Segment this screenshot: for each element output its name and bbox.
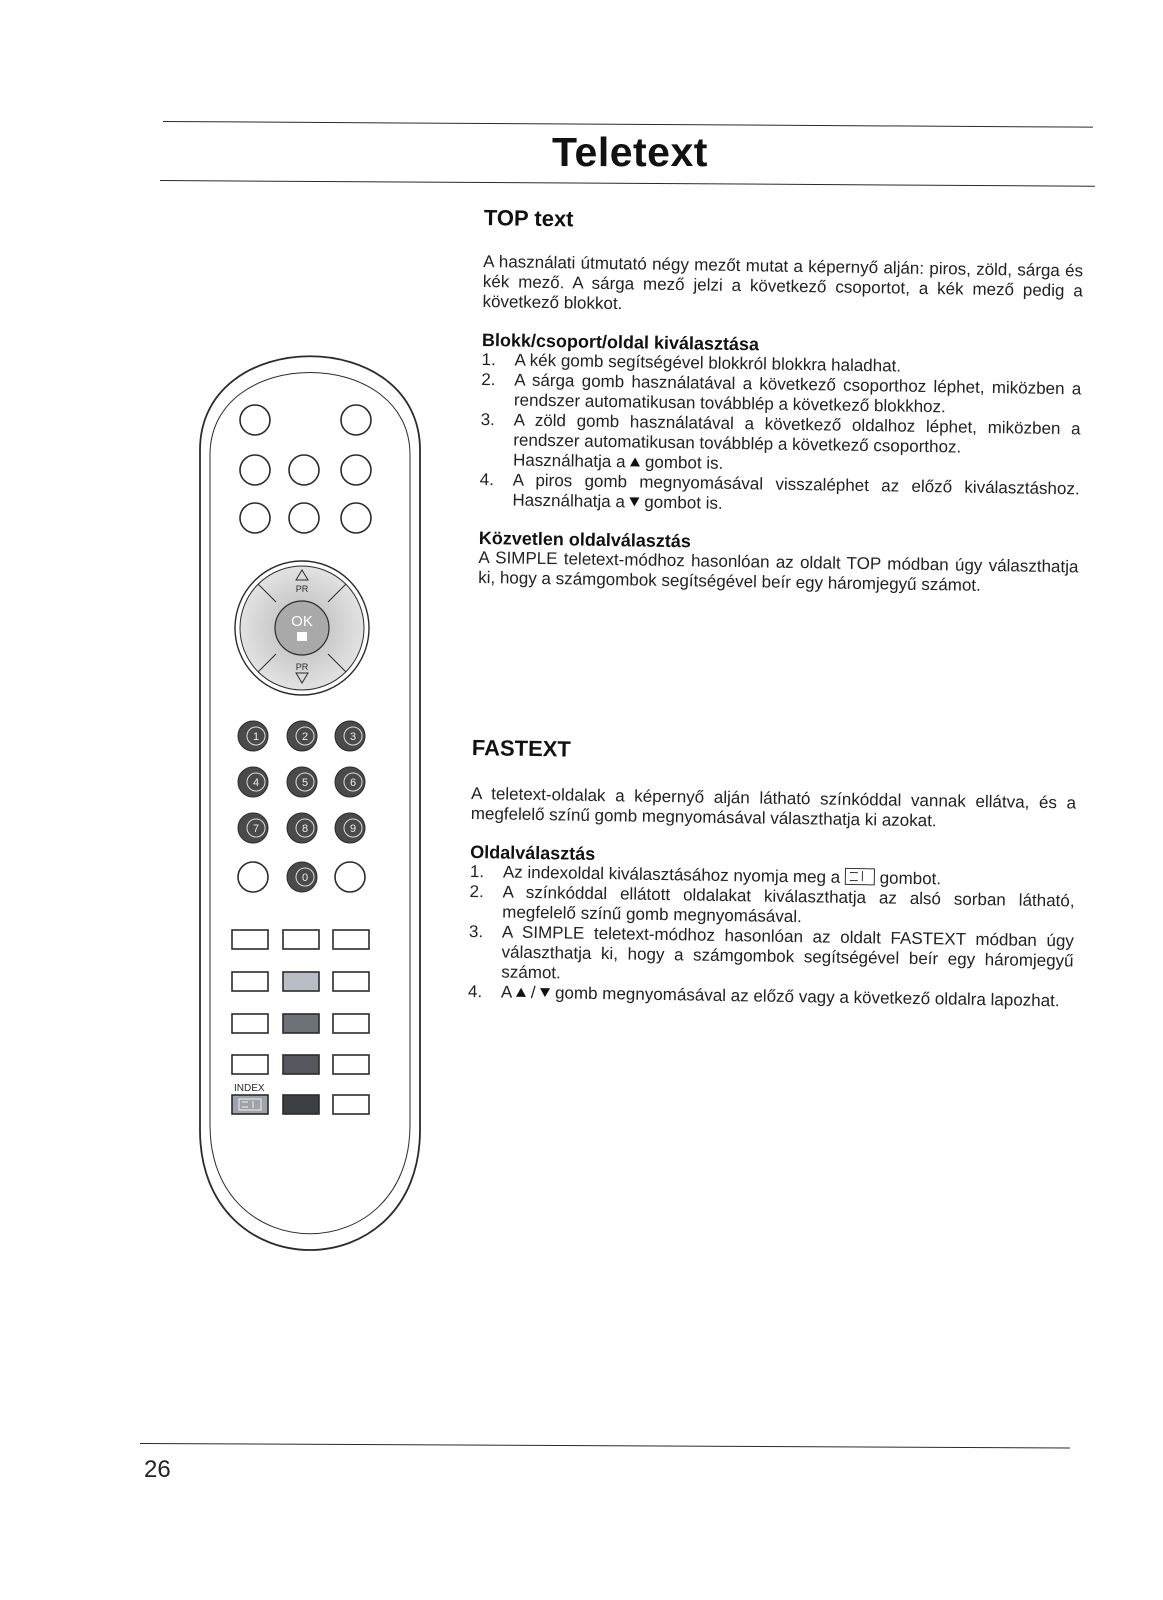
function-button <box>341 455 371 485</box>
rect-key <box>232 1014 268 1033</box>
up-arrow-icon <box>630 457 640 466</box>
list-item: 1. A kék gomb segítségével blokkról blokkra haladhat. <box>481 349 902 376</box>
rect-key <box>283 930 319 949</box>
top-text-heading: TOP text <box>483 205 574 232</box>
top-text-intro: A használati útmutató négy mezőt mutat a képernyő alján: piros, zöld, sárga és kék mező. A sárga mező jelzi a következő csoportot, a kék mező pedig a következő blokkot. <box>482 251 1084 314</box>
dpad <box>235 561 369 695</box>
digit-key-1 <box>238 721 268 751</box>
digit-key-3 <box>335 721 365 751</box>
rect-key <box>333 1095 369 1114</box>
svg-text:1: 1 <box>252 731 260 743</box>
function-button <box>289 503 319 533</box>
remote-body-outline <box>200 356 420 1250</box>
digit-key-9 <box>335 813 365 843</box>
up-arrow-icon <box>516 988 526 997</box>
rect-key <box>333 972 369 991</box>
digit-key-2 <box>287 721 317 751</box>
svg-text:5: 5 <box>301 777 309 789</box>
rect-key <box>333 1014 369 1033</box>
top-text-section <box>478 205 1084 597</box>
svg-text:6: 6 <box>349 777 357 789</box>
svg-text:4: 4 <box>252 777 260 789</box>
rect-key <box>333 930 369 949</box>
function-button <box>240 503 270 533</box>
remote-control-illustration <box>190 330 430 1290</box>
list-button <box>238 862 268 892</box>
header-top-rule <box>163 121 1093 128</box>
list-item: 4. A piros gomb megnyomásával visszaléphet az előző kiválasztáshoz. Használhatja a gombot is. <box>479 469 1080 513</box>
svg-text:0: 0 <box>301 872 309 884</box>
rect-key-mid <box>283 1014 319 1033</box>
list-item: 3. A zöld gomb használatával a következő oldalhoz léphet, miközben a rendszer automatikusan továbblép a következő csoporthoz. Használhatja a gombot is. <box>480 409 1081 473</box>
direct-select-text: A SIMPLE teletext-módhoz hasonlóan az oldalt TOP módban úgy választhatja ki, hogy a számgombok segítségével beír egy háromjegyű számot. <box>478 547 1079 595</box>
q-view-button <box>335 862 365 892</box>
list-item: 3. A SIMPLE teletext-módhoz hasonlóan az oldalt FASTEXT módban úgy választhatja ki, hogy a számgombok segítségével beír egy háromjegyű számot. <box>468 921 1075 983</box>
digit-key-6 <box>335 767 365 797</box>
svg-text:8: 8 <box>301 823 309 835</box>
function-button <box>341 503 371 533</box>
index-label: INDEX <box>234 1083 265 1094</box>
rect-key <box>232 930 268 949</box>
index-button <box>232 1095 268 1114</box>
block-select-heading: Blokk/csoport/oldal kiválasztása <box>481 329 760 355</box>
rect-key <box>232 972 268 991</box>
page-number: 26 <box>144 1456 171 1483</box>
fastext-section <box>467 735 1077 1011</box>
svg-text:3: 3 <box>349 731 357 743</box>
digit-key-4 <box>238 767 268 797</box>
svg-text:9: 9 <box>349 823 357 835</box>
digit-key-0 <box>287 862 317 892</box>
rect-key <box>232 1055 268 1074</box>
power-button <box>240 405 270 435</box>
mute-button <box>341 405 371 435</box>
fastext-heading: FASTEXT <box>471 735 572 762</box>
function-button <box>289 455 319 485</box>
pr-up-label: PR <box>295 584 309 594</box>
rect-key-light <box>283 972 319 991</box>
rect-key <box>333 1055 369 1074</box>
list-item: 4. A / gomb megnyomásával az előző vagy a következő oldalra lapozhat. <box>467 981 1060 1011</box>
footer-rule <box>140 1443 1070 1449</box>
page-select-list <box>468 862 1075 1011</box>
fastext-intro: A teletext-oldalak a képernyő alján látható színkóddal vannak ellátva, és a megfelelő színű gomb megnyomásával választhatja ki azokat. <box>470 783 1077 831</box>
down-arrow-icon <box>540 988 550 997</box>
page-title: Teletext <box>552 129 708 175</box>
svg-text:7: 7 <box>252 823 260 835</box>
direct-select-heading: Közvetlen oldalválasztás <box>478 527 692 552</box>
digit-key-7 <box>238 813 268 843</box>
page-select-heading: Oldalválasztás <box>470 841 596 864</box>
rect-key-dark <box>283 1055 319 1074</box>
list-item: 2. A színkóddal ellátott oldalakat kiválaszthatja az alsó sorban látható, megfelelő színű gomb megnyomásával. <box>469 881 1075 927</box>
down-arrow-icon <box>630 497 640 506</box>
ok-icon: OK <box>291 613 313 630</box>
rect-key-darkest <box>283 1095 319 1114</box>
function-button <box>240 455 270 485</box>
index-icon <box>845 868 875 885</box>
header-bottom-rule <box>160 180 1095 187</box>
list-item: 1. Az indexoldal kiválasztásához nyomja meg a gombot. <box>469 861 942 889</box>
digit-key-8 <box>287 813 317 843</box>
pr-down-label: PR <box>295 662 309 672</box>
svg-text:2: 2 <box>301 731 309 743</box>
digit-key-5 <box>287 767 317 797</box>
list-item: 2. A sárga gomb használatával a következő csoporthoz léphet, miközben a rendszer automatikusan továbblép a következő blokkhoz. <box>481 369 1082 417</box>
block-select-list <box>479 350 1081 519</box>
